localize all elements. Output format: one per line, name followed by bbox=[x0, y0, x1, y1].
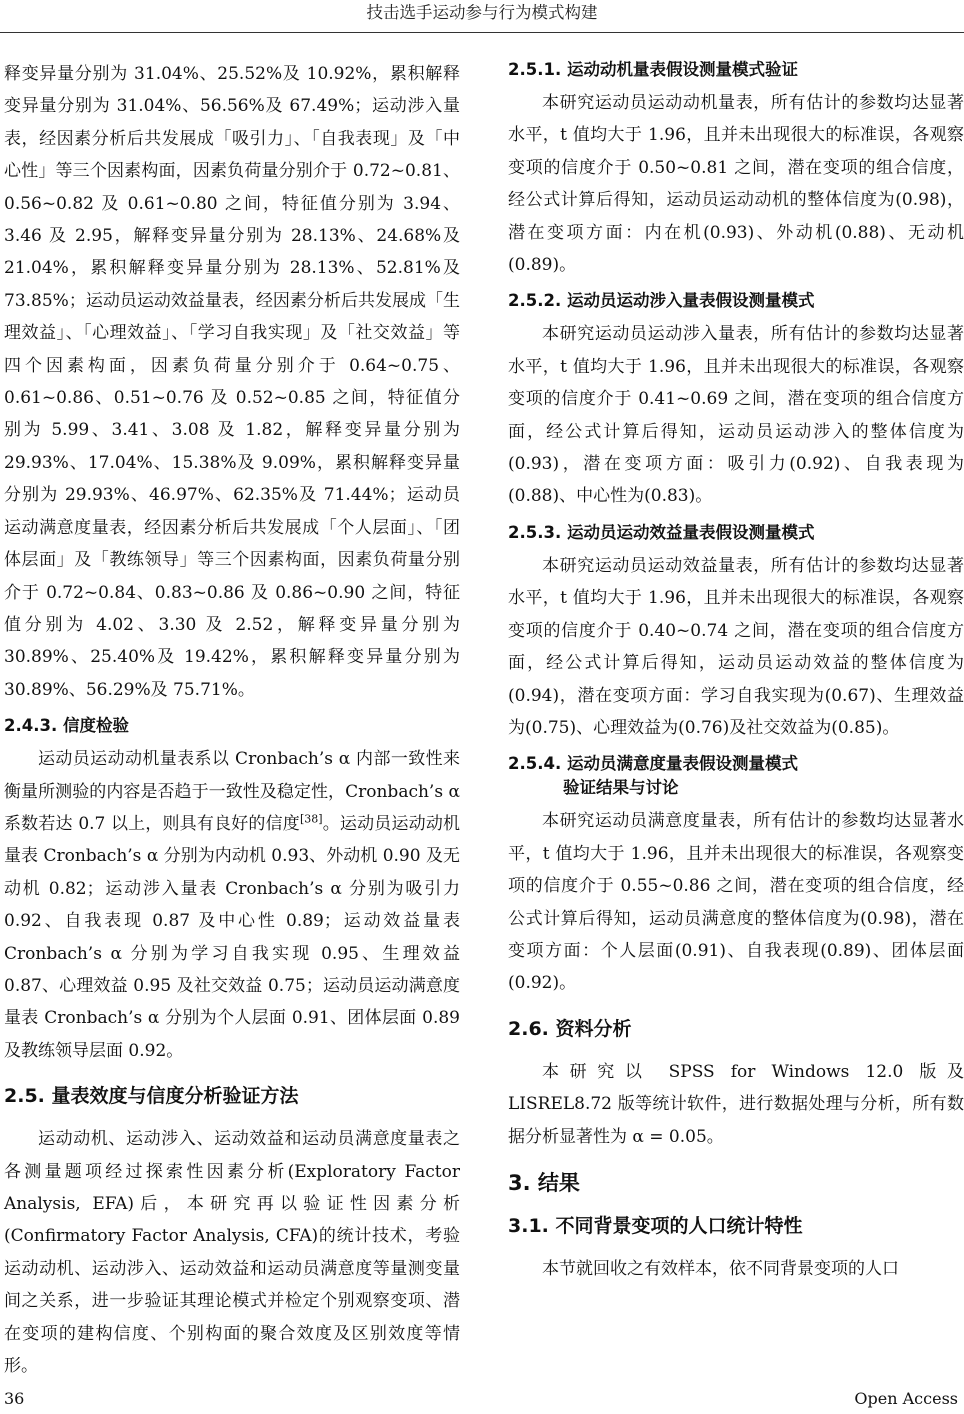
paragraph-2-5-1: 本研究运动员运动动机量表，所有估计的参数均达显著水平，t 值均大于 1.96，且并未出现很大的标准误，各观察变项的信度介于 0.50~0.81 之间，潜在变项的组合信度，经公式计算后得知，运动员运动动机的整体信度为(0.98)，潜在变项方面：内在机(0.93)、外动机(0.88)、无动机(0.89)。 bbox=[508, 93, 964, 276]
page-footer bbox=[0, 1388, 964, 1412]
right-column bbox=[508, 58, 964, 1285]
heading-2-5-4 bbox=[508, 752, 964, 800]
paragraph-2-5-2: 本研究运动员运动涉入量表，所有估计的参数均达显著水平，t 值均大于 1.96，且并未出现很大的标准误，各观察变项的信度介于 0.41~0.69 之间，潜在变项的组合信度方面，经公式计算后得知，运动员运动涉入的整体信度为(0.93)，潜在变项方面：吸引力(0.92)、自我表现为(0.88)、中心性为(0.83)。 bbox=[508, 324, 964, 507]
paragraph-2-6: 本研究以 SPSS for Windows 12.0 版及 LISREL8.72 版等统计软件，进行数据处理与分析，所有数据分析显著性为 α = 0.05。 bbox=[508, 1061, 964, 1147]
running-head: 技击选手运动参与行为模式构建 bbox=[366, 3, 598, 22]
heading-2-5-2: 2.5.2. 运动员运动涉入量表假设测量模式 bbox=[508, 291, 815, 311]
paragraph-cfa-method: 运动动机、运动涉入、运动效益和运动员满意度量表之各测量题项经过探索性因素分析(Exploratory Factor Analysis, EFA)后，本研究再以验证性因素分析(Confirmatory Factor Analysis, CFA)的统计技术，考验运动动机、运动涉入、运动效益和运动员满意度等量测变量间之关系，进一步验证其理论模式并检定个别观察变项、潜在变项的建构信度、个别构面的聚合效度及区别效度等情形。 bbox=[4, 1129, 460, 1377]
reliability-text-b: 。运动员运动动机量表 Cronbach’s α 分别为内动机 0.93、外动机 0.90 及无动机 0.82；运动涉入量表 Cronbach’s α 分别为吸引力 0.92、自我表现 0.87 及中心性 0.89；运动效益量表 Cronbach’s α 分别为学习自我实现 0.95、生理效益 0.87、心理效益 0.95 及社交效益 0.75；运动员运动满意度量表 Cronbach’s α 分别为个人层面 0.91、团体层面 0.89 及教练领导层面 0.92。 bbox=[4, 813, 461, 1061]
paragraph-reliability bbox=[4, 743, 460, 1067]
heading-3: 3. 结果 bbox=[508, 1170, 580, 1195]
heading-2-5-4-line2: 验证结果与讨论 bbox=[563, 778, 679, 798]
heading-2-5-1: 2.5.1. 运动动机量表假设测量模式验证 bbox=[508, 60, 798, 79]
heading-3-1: 3.1. 不同背景变项的人口统计特性 bbox=[508, 1214, 803, 1237]
reliability-text-a: 运动员运动动机量表系以 Cronbach’s α 内部一致性来衡量所测验的内容是否趋于一致性及稳定性，Cronbach’s α 系数若达 0.7 以上，则具有良好的信度 bbox=[4, 749, 460, 834]
paragraph-2-5-4: 本研究运动员满意度量表，所有估计的参数均达显著水平，t 值均大于 1.96，且并未出现很大的标准误，各观察变项的信度介于 0.55~0.86 之间，潜在变项的组合信度，经公式计算后得知，运动员满意度的整体信度为(0.98)，潜在变项方面：个人层面(0.91)、自我表现(0.89)、团体层面(0.92)。 bbox=[508, 811, 964, 994]
paragraph-2-5-3: 本研究运动员运动效益量表，所有估计的参数均达显著水平，t 值均大于 1.96，且并未出现很大的标准误，各观察变项的信度介于 0.40~0.74 之间，潜在变项的组合信度方面，经公式计算后得知，运动员运动效益的整体信度为(0.94)，潜在变项方面：学习自我实现为(0.67)、生理效益为(0.75)、心理效益为(0.76)及社交效益为(0.85)。 bbox=[508, 555, 964, 738]
page-number: 36 bbox=[4, 1389, 25, 1408]
heading-2-6: 2.6. 资料分析 bbox=[508, 1017, 632, 1040]
heading-2-4-3: 2.4.3. 信度检验 bbox=[4, 716, 129, 736]
header-rule bbox=[0, 32, 964, 33]
open-access-label: Open Access bbox=[854, 1389, 958, 1408]
left-column bbox=[4, 58, 460, 1382]
paragraph-3-1: 本节就回收之有效样本，依不同背景变项的人口 bbox=[542, 1258, 899, 1279]
citation-38[interactable]: [38] bbox=[299, 812, 323, 826]
paragraph-factor-analysis: 释变异量分别为 31.04%、25.52%及 10.92%，累积解释变异量分别为 31.04%、56.56%及 67.49%；运动涉入量表，经因素分析后共发展成「吸引力」、「自我表现」及「中心性」等三个因素构面，因素负荷量分别介于 0.72~0.81、0.56~0.82 及 0.61~0.80 之间，特征值分别为 3.94、3.46 及 2.95，解释变异量分别为 28.13%、24.68%及 21.04%，累积解释变异量分别为 28.13%、52.81%及 73.85%；运动员运动效益量表，经因素分析后共发展成「生理效益」、「心理效益」、「学习自我实现」及「社交效益」等四个因素构面，因素负荷量分别介于 0.64~0.75、0.61~0.86、0.51~0.76 及 0.52~0.85 之间，特征值分别为 5.99、3.41、3.08 及 1.82，解释变异量分别为 29.93%、17.04%、15.38%及 9.09%，累积解释变异量分别为 29.93%、46.97%、62.35%及 71.44%；运动员运动满意度量表，经因素分析后共发展成「个人层面」、「团体层面」及「教练领导」等三个因素构面，因素负荷量分别介于 0.72~0.84、0.83~0.86 及 0.86~0.90 之间，特征值分别为 4.02、3.30 及 2.52，解释变异量分别为 30.89%、25.40%及 19.42%，累积解释变异量分别为 30.89%、56.29%及 75.71%。 bbox=[4, 64, 460, 700]
heading-2-5-3: 2.5.3. 运动员运动效益量表假设测量模式 bbox=[508, 522, 815, 542]
heading-2-5-4-line1: 2.5.4. 运动员满意度量表假设测量模式 bbox=[508, 754, 798, 774]
heading-2-5: 2.5. 量表效度与信度分析验证方法 bbox=[4, 1085, 299, 1108]
